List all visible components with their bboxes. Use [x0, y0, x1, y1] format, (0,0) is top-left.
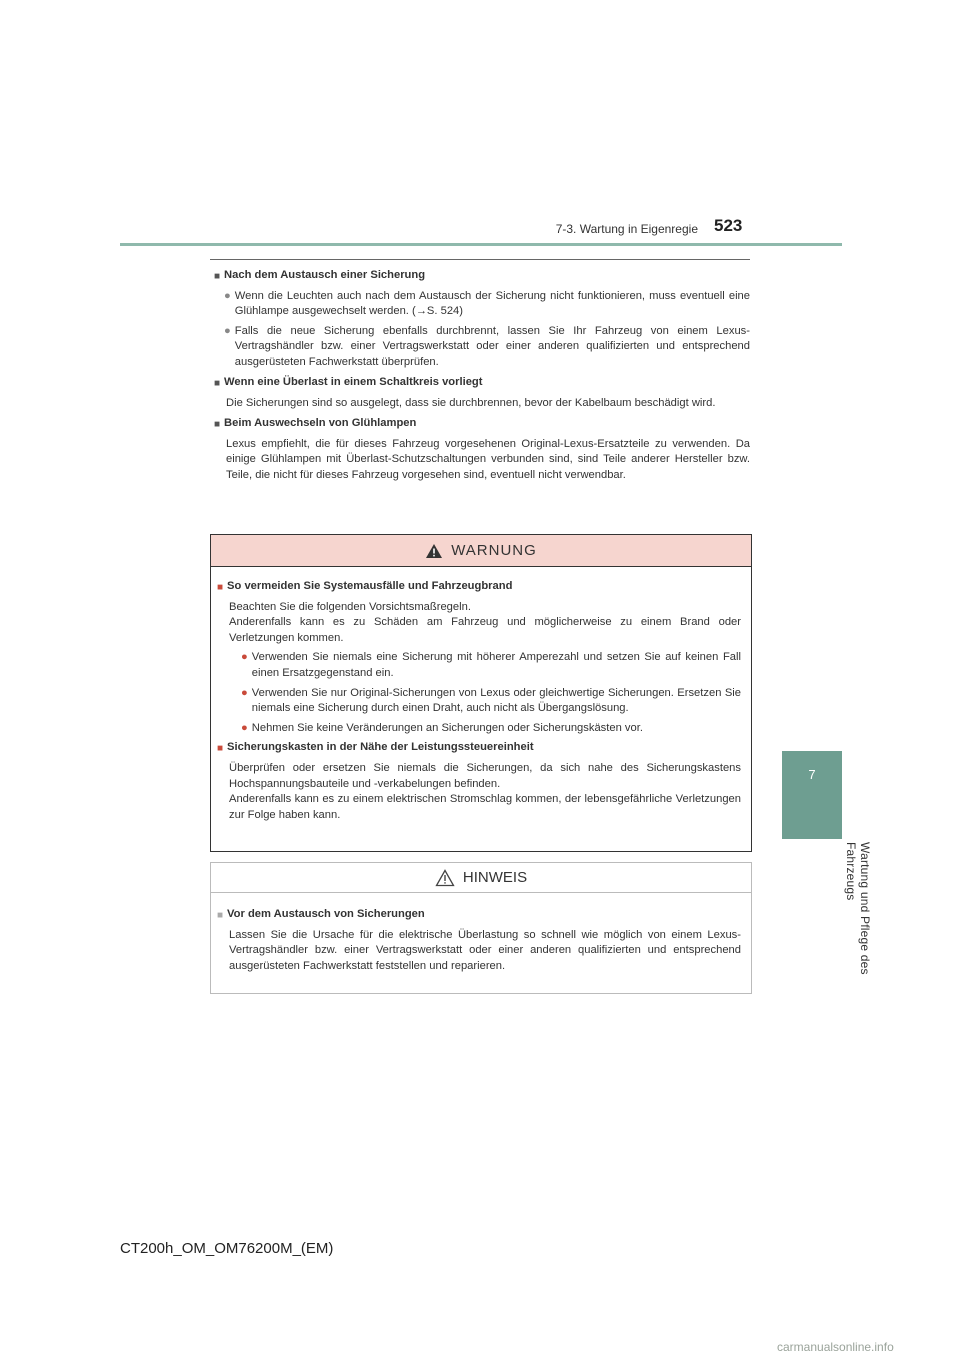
chapter-number: 7 [808, 767, 816, 782]
section-heading: Beim Auswechseln von Glühlampen [224, 417, 417, 429]
section-bulb-replacement [214, 416, 750, 483]
list-item: ● Falls die neue Sicherung ebenfalls durchbrennt, lassen Sie Ihr Fahrzeug von einem Lexus-Vertragshändler bzw. einer Vertragswerkstatt oder einer anderen qualifizierten und entsprechend ausgerüsteten Fachwerkstatt überprüfen. [224, 324, 750, 371]
notice-header [211, 863, 751, 893]
list-item: ● Verwenden Sie niemals eine Sicherung mit höherer Amperezahl und setzen Sie auf keinen Fall einen Ersatzgegenstand ein. [241, 650, 741, 681]
notice-title: HINWEIS [462, 869, 528, 886]
list-item: ● Verwenden Sie nur Original-Sicherungen von Lexus oder gleichwertige Sicherungen. Ersetzen Sie niemals eine Sicherung durch einen Draht, auch nicht als Übergangslösung. [241, 686, 741, 717]
square-bullet-icon: ■ [217, 910, 224, 921]
warning-box [210, 534, 752, 852]
dot-bullet-icon: ● [241, 721, 248, 734]
dot-bullet-icon: ● [224, 324, 231, 337]
document-code: CT200h_OM_OM76200M_(EM) [120, 1240, 334, 1257]
warning-triangle-icon [425, 543, 443, 559]
notice-box [210, 862, 752, 994]
warning-heading: So vermeiden Sie Systemausfälle und Fahrzeugbrand [227, 580, 513, 592]
warning-header [211, 535, 751, 567]
warning-title: WARNUNG [451, 542, 537, 559]
warning-body: ■ So vermeiden Sie Systemausfälle und Fahrzeugbrand Beachten Sie die folgenden Vorsichtsmaßregeln. Anderenfalls kann es zu Schäden am Fahrzeug und möglicherweise zu einem Brand oder Verletzungen kommen. ● Verwenden Sie niemals eine Sicherung mit höherer Amperezahl und setzen Sie auf keinen Fall einen Ersatzgegenstand ein. ● Verwenden Sie nur Original-Sicherungen von Lexus oder gleichwertige Sicherungen. Ersetzen Sie niemals eine Sicherung durch einen Draht, auch nicht als Übergangslösung. ● Nehmen Sie keine Veränderungen an Sicherungen oder Sicherungskästen vor. ■ Sicherungskasten in der Nähe der Leistungssteuereinheit Überprüfen oder ersetzen Sie niemals die Sicherungen, da sich nahe des Sicherungskastens Hochspannungsbauteile und -verkabelungen befinden. Anderenfalls kann es zu einem elektrischen Stromschlag kommen, der lebensgefährliche Verletzungen zur Folge haben kann. [217, 580, 741, 821]
section-after-fuse-change [214, 268, 750, 370]
dot-bullet-icon: ● [241, 686, 248, 699]
notice-body [211, 893, 751, 974]
notice-text: Lassen Sie die Ursache für die elektrische Überlastung so schnell wie möglich von einem Lexus-Vertragshändler bzw. einer Vertragswerkstatt oder einer anderen qualifizierten und entsprechend ausgerüsteten Fachwerkstatt feststellen und reparieren. [229, 928, 741, 972]
square-bullet-icon: ■ [214, 271, 221, 282]
chapter-tab[interactable] [782, 751, 842, 839]
list-item: ● Wenn die Leuchten auch nach dem Austausch der Sicherung nicht funktionieren, muss eventuell eine Glühlampe ausgewechselt werden. (→S. 524) [224, 289, 750, 320]
main-content [214, 268, 750, 488]
content-top-rule [210, 259, 750, 260]
section-text: Die Sicherungen sind so ausgelegt, dass sie durchbrennen, bevor der Kabelbaum beschädigt wird. [226, 396, 716, 409]
warning-heading: Sicherungskasten in der Nähe der Leistungssteuereinheit [227, 741, 534, 754]
watermark: carmanualsonline.info [777, 1340, 894, 1354]
header-rule [120, 243, 842, 246]
chapter-label: Wartung und Pflege des Fahrzeugs [844, 842, 872, 975]
square-bullet-icon: ■ [217, 743, 224, 755]
section-overload [214, 375, 750, 411]
section-heading: Nach dem Austausch einer Sicherung [224, 269, 426, 281]
section-text: Lexus empfiehlt, die für dieses Fahrzeug vorgesehenen Original-Lexus-Ersatzteile zu verwenden. Da einige Glühlampen mit Überlast-Schutzschaltungen verbunden sind, sind Teile anderer Hersteller bzw. Teile, die nicht für dieses Fahrzeug vorgesehen sind, eventuell nicht verwendbar. [226, 437, 750, 481]
section-heading: Wenn eine Überlast in einem Schaltkreis vorliegt [224, 376, 483, 388]
dot-bullet-icon: ● [241, 651, 248, 664]
section-title: 7-3. Wartung in Eigenregie [555, 222, 698, 236]
caution-triangle-icon [435, 869, 455, 887]
square-bullet-icon: ■ [214, 378, 221, 389]
dot-bullet-icon: ● [224, 289, 231, 302]
notice-heading: Vor dem Austausch von Sicherungen [227, 908, 425, 920]
page-number: 523 [714, 216, 743, 235]
square-bullet-icon: ■ [217, 582, 224, 593]
square-bullet-icon: ■ [214, 419, 221, 430]
list-item: ● Nehmen Sie keine Veränderungen an Sicherungen oder Sicherungskästen vor. [241, 721, 741, 737]
